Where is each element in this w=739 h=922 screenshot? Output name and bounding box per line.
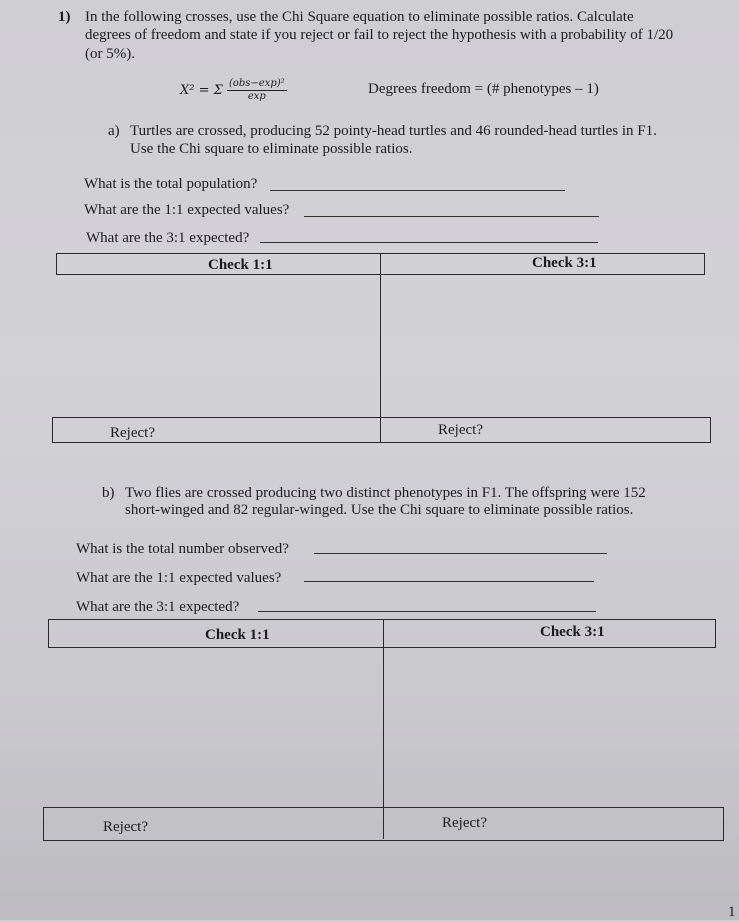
part-b-check-header: [48, 619, 716, 648]
part-a-column-divider: [380, 253, 381, 443]
part-b-check-11-label: Check 1:1: [205, 627, 270, 643]
part-a-work-area-31[interactable]: [383, 278, 703, 415]
part-b-question-31: What are the 3:1 expected?: [76, 599, 240, 615]
part-b-line-1: Two flies are crossed producing two distinct phenotypes in F1. The offspring were 152: [125, 485, 646, 501]
part-a-reject-right: Reject?: [438, 422, 483, 438]
part-a-question-total: What is the total population?: [84, 176, 258, 192]
part-b-reject-left: Reject?: [103, 819, 148, 835]
part-b-answer-31[interactable]: [258, 611, 596, 612]
part-b-line-2: short-winged and 82 regular-winged. Use the Chi square to eliminate possible ratios.: [125, 502, 634, 518]
part-b-answer-total[interactable]: [314, 553, 607, 554]
part-b-reject-right: Reject?: [442, 815, 487, 831]
part-a-answer-total[interactable]: [270, 190, 565, 191]
part-a-question-31: What are the 3:1 expected?: [86, 230, 250, 246]
part-b-column-divider: [383, 619, 384, 839]
part-a-check-11-label: Check 1:1: [208, 257, 273, 273]
part-a-reject-left: Reject?: [110, 425, 155, 441]
chi-square-formula: [180, 78, 287, 103]
formula-denominator: exp: [247, 91, 266, 102]
formula-numerator: (obs−exp)²: [228, 78, 285, 89]
page-number: 1: [728, 904, 736, 920]
part-a-line-1: Turtles are crossed, producing 52 pointy-head turtles and 46 rounded-head turtles in F1.: [130, 123, 657, 139]
formula-lhs: X² = Σ: [180, 83, 223, 98]
question-number: 1): [58, 9, 71, 25]
part-b-check-31-label: Check 3:1: [540, 624, 605, 640]
part-b-label: b): [102, 485, 115, 501]
instructions-line-3: (or 5%).: [85, 46, 135, 62]
part-a-label: a): [108, 123, 120, 139]
part-b-answer-11[interactable]: [304, 581, 594, 582]
part-a-check-31-label: Check 3:1: [532, 255, 597, 271]
part-a-answer-31[interactable]: [260, 242, 598, 243]
part-b-question-11: What are the 1:1 expected values?: [76, 570, 282, 586]
instructions-line-2: degrees of freedom and state if you reject or fail to reject the hypothesis with a probability of 1/20: [85, 27, 674, 43]
part-b-question-total: What is the total number observed?: [76, 541, 289, 557]
part-a-answer-11[interactable]: [304, 216, 599, 217]
part-a-line-2: Use the Chi square to eliminate possible ratios.: [130, 141, 413, 157]
part-b-work-area-31[interactable]: [386, 650, 714, 805]
part-a-question-11: What are the 1:1 expected values?: [84, 202, 290, 218]
part-b-work-area-11[interactable]: [50, 650, 380, 805]
degrees-freedom-formula: Degrees freedom = (# phenotypes – 1): [368, 81, 599, 97]
formula-fraction: [227, 78, 287, 103]
instructions-line-1: In the following crosses, use the Chi Square equation to eliminate possible ratios. Calculate: [85, 9, 634, 25]
part-a-work-area-11[interactable]: [58, 278, 378, 415]
